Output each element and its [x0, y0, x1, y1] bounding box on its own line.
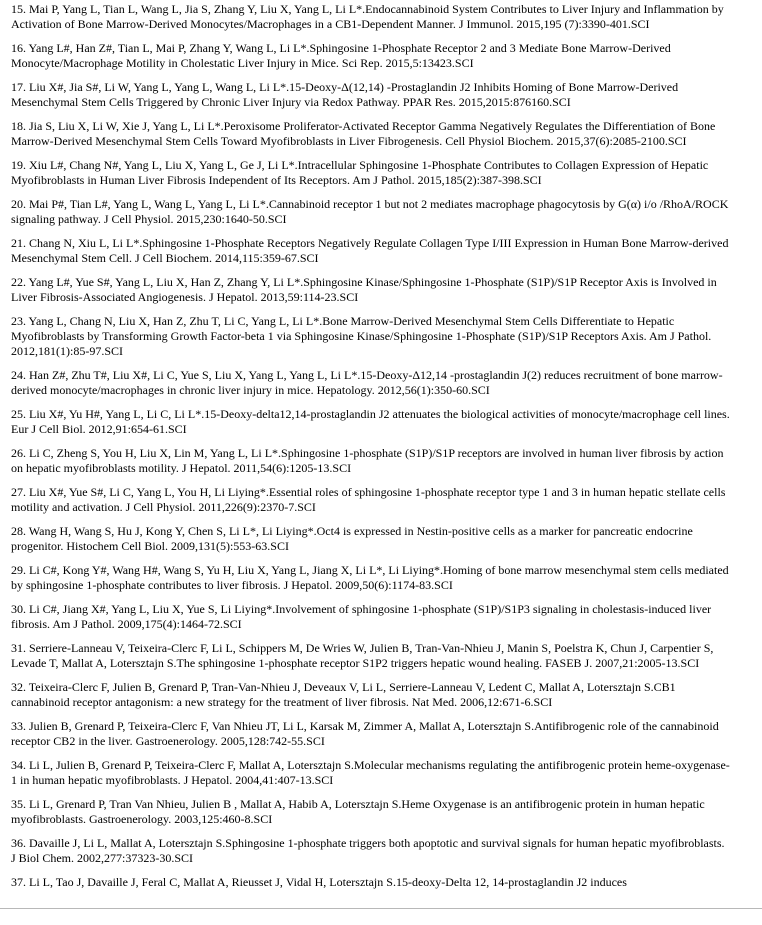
- reference-item: 23. Yang L, Chang N, Liu X, Han Z, Zhu T, Li C, Yang L, Li L*.Bone Marrow-Derived Mesenchymal Stem Cells Differentiate to Hepatic Myofibroblasts by Transforming Growth Factor-beta 1 via Sphingosine Kinase/Sphingosine 1-Phosphate (S1P)/S1P Receptors Axis. Am J Pathol. 2012,181(1):85-97.SCI: [11, 314, 712, 358]
- reference-item: 33. Julien B, Grenard P, Teixeira-Clerc F, Van Nhieu JT, Li L, Karsak M, Zimmer A, Mallat A, Lotersztajn S.Antifibrogenic role of the cannabinoid receptor CB2 in the liver. Gastroenerology. 2005,128:742-55.SCI: [11, 719, 719, 748]
- reference-item: 18. Jia S, Liu X, Li W, Xie J, Yang L, Li L*.Peroxisome Proliferator-Activated Receptor Gamma Negatively Regulates the Differentiation of Bone Marrow-Derived Mesenchymal Stem Cells Toward Myofibroblasts in Liver Fibrogenesis. Cell Physiol Biochem. 2015,37(6):2085-2100.SCI: [11, 119, 716, 148]
- viewport-bottom-border: [0, 908, 762, 909]
- reference-item: 27. Liu X#, Yue S#, Li C, Yang L, You H, Li Liying*.Essential roles of sphingosine 1-phosphate receptor type 1 and 3 in human hepatic stellate cells motility and activation. J Cell Physiol. 2011,226(9):2370-7.SCI: [11, 485, 726, 514]
- reference-item: 22. Yang L#, Yue S#, Yang L, Liu X, Han Z, Zhang Y, Li L*.Sphingosine Kinase/Sphingosine 1-Phosphate (S1P)/S1P Receptor Axis is Involved in Liver Fibrosis-Associated Angiogenesis. J Hepatol. 2013,59:114-23.SCI: [11, 275, 717, 304]
- reference-item: 26. Li C, Zheng S, You H, Liu X, Lin M, Yang L, Li L*.Sphingosine 1-phosphate (S1P)/S1P receptors are involved in human liver fibrosis by action on hepatic myofibroblasts motility. J Hepatol. 2011,54(6):1205-13.SCI: [11, 446, 724, 475]
- reference-item: 32. Teixeira-Clerc F, Julien B, Grenard P, Tran-Van-Nhieu J, Deveaux V, Li L, Serriere-Lanneau V, Ledent C, Mallat A, Lotersztajn S.CB1 cannabinoid receptor antagonism: a new strategy for the treatment of liver fibrosis. Nat Med. 2006,12:671-6.SCI: [11, 680, 676, 709]
- reference-item: 35. Li L, Grenard P, Tran Van Nhieu, Julien B , Mallat A, Habib A, Lotersztajn S.Heme Oxygenase is an antifibrogenic protein in human hepatic myofibroblasts. Gastroenerology. 2003,125:460-8.SCI: [11, 797, 705, 826]
- reference-item: 21. Chang N, Xiu L, Li L*.Sphingosine 1-Phosphate Receptors Negatively Regulate Collagen Type I/III Expression in Human Bone Marrow-derived Mesenchymal Stem Cell. J Cell Biochem. 2014,115:359-67.SCI: [11, 236, 729, 265]
- reference-item: 31. Serriere-Lanneau V, Teixeira-Clerc F, Li L, Schippers M, De Wries W, Julien B, Tran-Van-Nhieu J, Manin S, Poelstra K, Chun J, Carpentier S, Levade T, Mallat A, Lotersztajn S.The sphingosine 1-phosphate receptor S1P2 triggers hepatic wound healing. FASEB J. 2007,21:2005-13.SCI: [11, 641, 714, 670]
- reference-list: [11, 2, 731, 899]
- reference-item: 19. Xiu L#, Chang N#, Yang L, Liu X, Yang L, Ge J, Li L*.Intracellular Sphingosine 1-Phosphate Contributes to Collagen Expression of Hepatic Myofibroblasts in Human Liver Fibrosis Independent of Its Receptors. Am J Pathol. 2015,185(2):387-398.SCI: [11, 158, 709, 187]
- reference-item: 16. Yang L#, Han Z#, Tian L, Mai P, Zhang Y, Wang L, Li L*.Sphingosine 1-Phosphate Receptor 2 and 3 Mediate Bone Marrow-Derived Monocyte/Macrophage Motility in Cholestatic Liver Injury in Mice. Sci Rep. 2015,5:13423.SCI: [11, 41, 671, 70]
- reference-item: 28. Wang H, Wang S, Hu J, Kong Y, Chen S, Li L*, Li Liying*.Oct4 is expressed in Nestin-positive cells as a marker for pancreatic endocrine progenitor. Histochem Cell Biol. 2009,131(5):553-63.SCI: [11, 524, 693, 553]
- reference-item: 25. Liu X#, Yu H#, Yang L, Li C, Li L*.15-Deoxy-delta12,14-prostaglandin J2 attenuates the biological activities of monocyte/macrophage cell lines. Eur J Cell Biol. 2012,91:654-61.SCI: [11, 407, 730, 436]
- reference-item: 29. Li C#, Kong Y#, Wang H#, Wang S, Yu H, Liu X, Yang L, Jiang X, Li L*, Li Liying*.Homing of bone marrow mesenchymal stem cells mediated by sphingosine 1-phosphate contributes to liver fibrosis. J Hepatol. 2009,50(6):1174-83.SCI: [11, 563, 729, 592]
- reference-item: 34. Li L, Julien B, Grenard P, Teixeira-Clerc F, Mallat A, Lotersztajn S.Molecular mechanisms regulating the antifibrogenic protein heme-oxygenase-1 in human hepatic myofibroblasts. J Hepatol. 2004,41:407-13.SCI: [11, 758, 730, 787]
- reference-item: 24. Han Z#, Zhu T#, Liu X#, Li C, Yue S, Liu X, Yang L, Yang L, Li L*.15-Deoxy-Δ12,14 -prostaglandin J(2) reduces recruitment of bone marrow-derived monocyte/macrophages in chronic liver injury in mice. Hepatology. 2012,56(1):350-60.SCI: [11, 368, 723, 397]
- reference-item: 30. Li C#, Jiang X#, Yang L, Liu X, Yue S, Li Liying*.Involvement of sphingosine 1-phosphate (S1P)/S1P3 signaling in cholestasis-induced liver fibrosis. Am J Pathol. 2009,175(4):1464-72.SCI: [11, 602, 712, 631]
- reference-item: 37. Li L, Tao J, Davaille J, Feral C, Mallat A, Rieusset J, Vidal H, Lotersztajn S.15-deoxy-Delta 12, 14-prostaglandin J2 induces: [11, 875, 627, 889]
- reference-item: 15. Mai P, Yang L, Tian L, Wang L, Jia S, Zhang Y, Liu X, Yang L, Li L*.Endocannabinoid System Contributes to Liver Injury and Inflammation by Activation of Bone Marrow-Derived Monocytes/Macrophages in a CB1-Dependent Manner. J Immunol. 2015,195 (7):3390-401.SCI: [11, 2, 724, 31]
- reference-item: 17. Liu X#, Jia S#, Li W, Yang L, Yang L, Wang L, Li L*.15-Deoxy-Δ(12,14) -Prostaglandin J2 Inhibits Homing of Bone Marrow-Derived Mesenchymal Stem Cells Triggered by Chronic Liver Injury via Redox Pathway. PPAR Res. 2015,2015:876160.SCI: [11, 80, 679, 109]
- reference-item: 20. Mai P#, Tian L#, Yang L, Wang L, Yang L, Li L*.Cannabinoid receptor 1 but not 2 mediates macrophage phagocytosis by G(α) i/o /RhoA/ROCK signaling pathway. J Cell Physiol. 2015,230:1640-50.SCI: [11, 197, 729, 226]
- reference-item: 36. Davaille J, Li L, Mallat A, Lotersztajn S.Sphingosine 1-phosphate triggers both apoptotic and survival signals for human hepatic myofibroblasts. J Biol Chem. 2002,277:37323-30.SCI: [11, 836, 725, 865]
